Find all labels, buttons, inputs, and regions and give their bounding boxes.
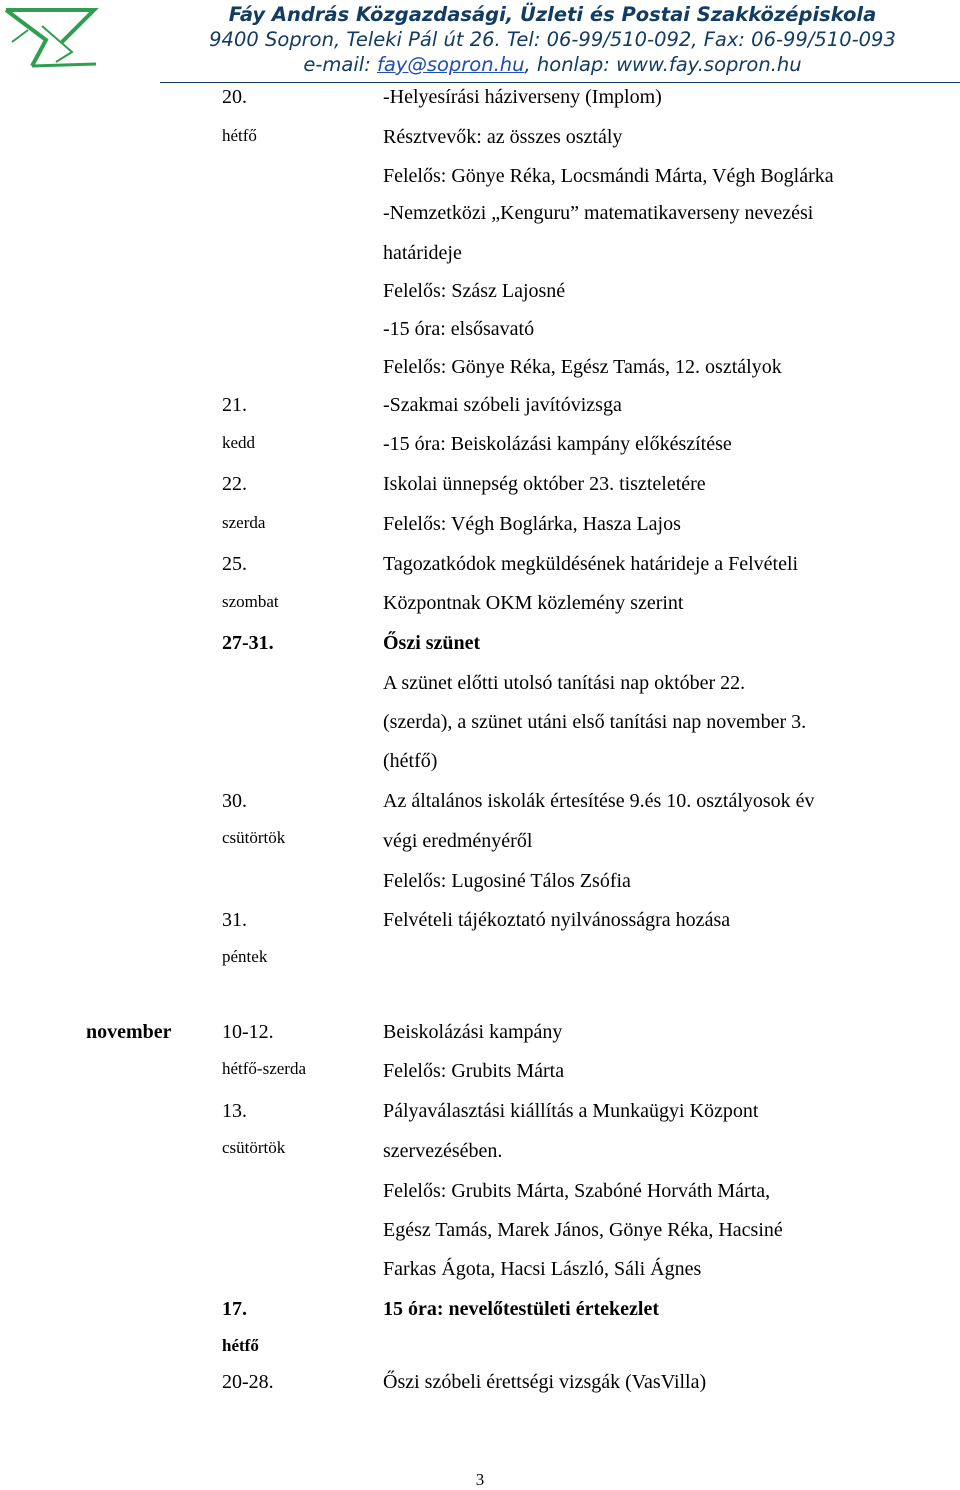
entry-text: Iskolai ünnepség október 23. tiszteletére (383, 473, 706, 495)
header-divider (160, 82, 960, 83)
entry-text: -Nemzetközi „Kenguru” matematikaverseny nevezési (383, 202, 814, 224)
entry-text: végi eredményéről (383, 830, 533, 852)
entry-date: 22. (222, 473, 247, 495)
entry-day: szombat (222, 592, 279, 611)
entry-text: Központnak OKM közlemény szerint (383, 592, 684, 614)
school-address: 9400 Sopron, Teleki Pál út 26. Tel: 06-99/510-092, Fax: 06-99/510-093 (209, 28, 896, 51)
entry-text: Farkas Ágota, Hacsi László, Sáli Ágnes (383, 1258, 702, 1280)
entry-date: 31. (222, 909, 247, 931)
entry-day: kedd (222, 433, 256, 452)
entry-text: Felelős: Grubits Márta, Szabóné Horváth Márta, (383, 1180, 771, 1202)
entry-date: 20. (222, 86, 247, 108)
entry-text: Felelős: Lugosiné Tálos Zsófia (383, 870, 631, 892)
entry-text: szervezésében. (383, 1140, 503, 1162)
letterhead (0, 0, 960, 84)
entry-text: Őszi szünet (383, 632, 481, 654)
entry-text: A szünet előtti utolsó tanítási nap október 22. (383, 672, 746, 694)
entry-date: 21. (222, 394, 247, 416)
entry-text: Pályaválasztási kiállítás a Munkaügyi Központ (383, 1100, 759, 1122)
entry-text: Felelős: Gönye Réka, Locsmándi Márta, Végh Boglárka (383, 165, 834, 187)
school-logo-icon (2, 2, 102, 74)
entry-text: Az általános iskolák értesítése 9.és 10. osztályosok év (383, 790, 815, 812)
school-contact (150, 54, 955, 76)
entry-text: Beiskolázási kampány (383, 1021, 563, 1043)
entry-text: -Szakmai szóbeli javítóvizsga (383, 394, 622, 416)
entry-date: 20-28. (222, 1371, 274, 1393)
entry-date: 30. (222, 790, 247, 812)
entry-date: 27-31. (222, 632, 274, 654)
entry-text: -15 óra: Beiskolázási kampány előkészítése (383, 433, 732, 455)
month-label: november (86, 1021, 172, 1043)
entry-day: csütörtök (222, 828, 286, 847)
entry-text: határideje (383, 242, 462, 264)
entry-text: Résztvevők: az összes osztály (383, 126, 623, 148)
entry-date: 13. (222, 1100, 247, 1122)
email-link[interactable]: fay@sopron.hu (376, 53, 525, 76)
entry-date: 17. (222, 1298, 247, 1320)
entry-text: Felelős: Gönye Réka, Egész Tamás, 12. osztályok (383, 356, 782, 378)
entry-text: Felelős: Szász Lajosné (383, 280, 566, 302)
entry-day: péntek (222, 947, 268, 966)
entry-text: (szerda), a szünet utáni első tanítási nap november 3. (383, 711, 807, 733)
entry-day: hétfő (222, 126, 257, 145)
entry-day: csütörtök (222, 1138, 286, 1157)
entry-text: Felelős: Grubits Márta (383, 1060, 565, 1082)
page-number: 3 (475, 1470, 485, 1489)
entry-text: Felelős: Végh Boglárka, Hasza Lajos (383, 513, 681, 535)
email-prefix: e-mail: (303, 53, 377, 76)
entry-day: hétfő-szerda (222, 1059, 307, 1078)
entry-text: -15 óra: elsősavató (383, 318, 535, 340)
entry-text: Egész Tamás, Marek János, Gönye Réka, Hacsiné (383, 1219, 783, 1241)
entry-day: szerda (222, 513, 266, 532)
entry-text: Tagozatkódok megküldésének határideje a Felvételi (383, 553, 799, 575)
entry-text: -Helyesírási háziverseny (Implom) (383, 86, 662, 108)
website-text: , honlap: www.fay.sopron.hu (524, 53, 802, 76)
entry-text: 15 óra: nevelőtestületi értekezlet (383, 1298, 659, 1320)
school-name: Fáy András Közgazdasági, Üzleti és Postai Szakközépiskola (228, 3, 877, 26)
entry-date: 10-12. (222, 1021, 274, 1043)
entry-text: Őszi szóbeli érettségi vizsgák (VasVilla) (383, 1371, 707, 1393)
entry-text: (hétfő) (383, 750, 438, 772)
entry-text: Felvételi tájékoztató nyilvánosságra hozása (383, 909, 731, 931)
entry-date: 25. (222, 553, 247, 575)
entry-day: hétfő (222, 1336, 259, 1355)
